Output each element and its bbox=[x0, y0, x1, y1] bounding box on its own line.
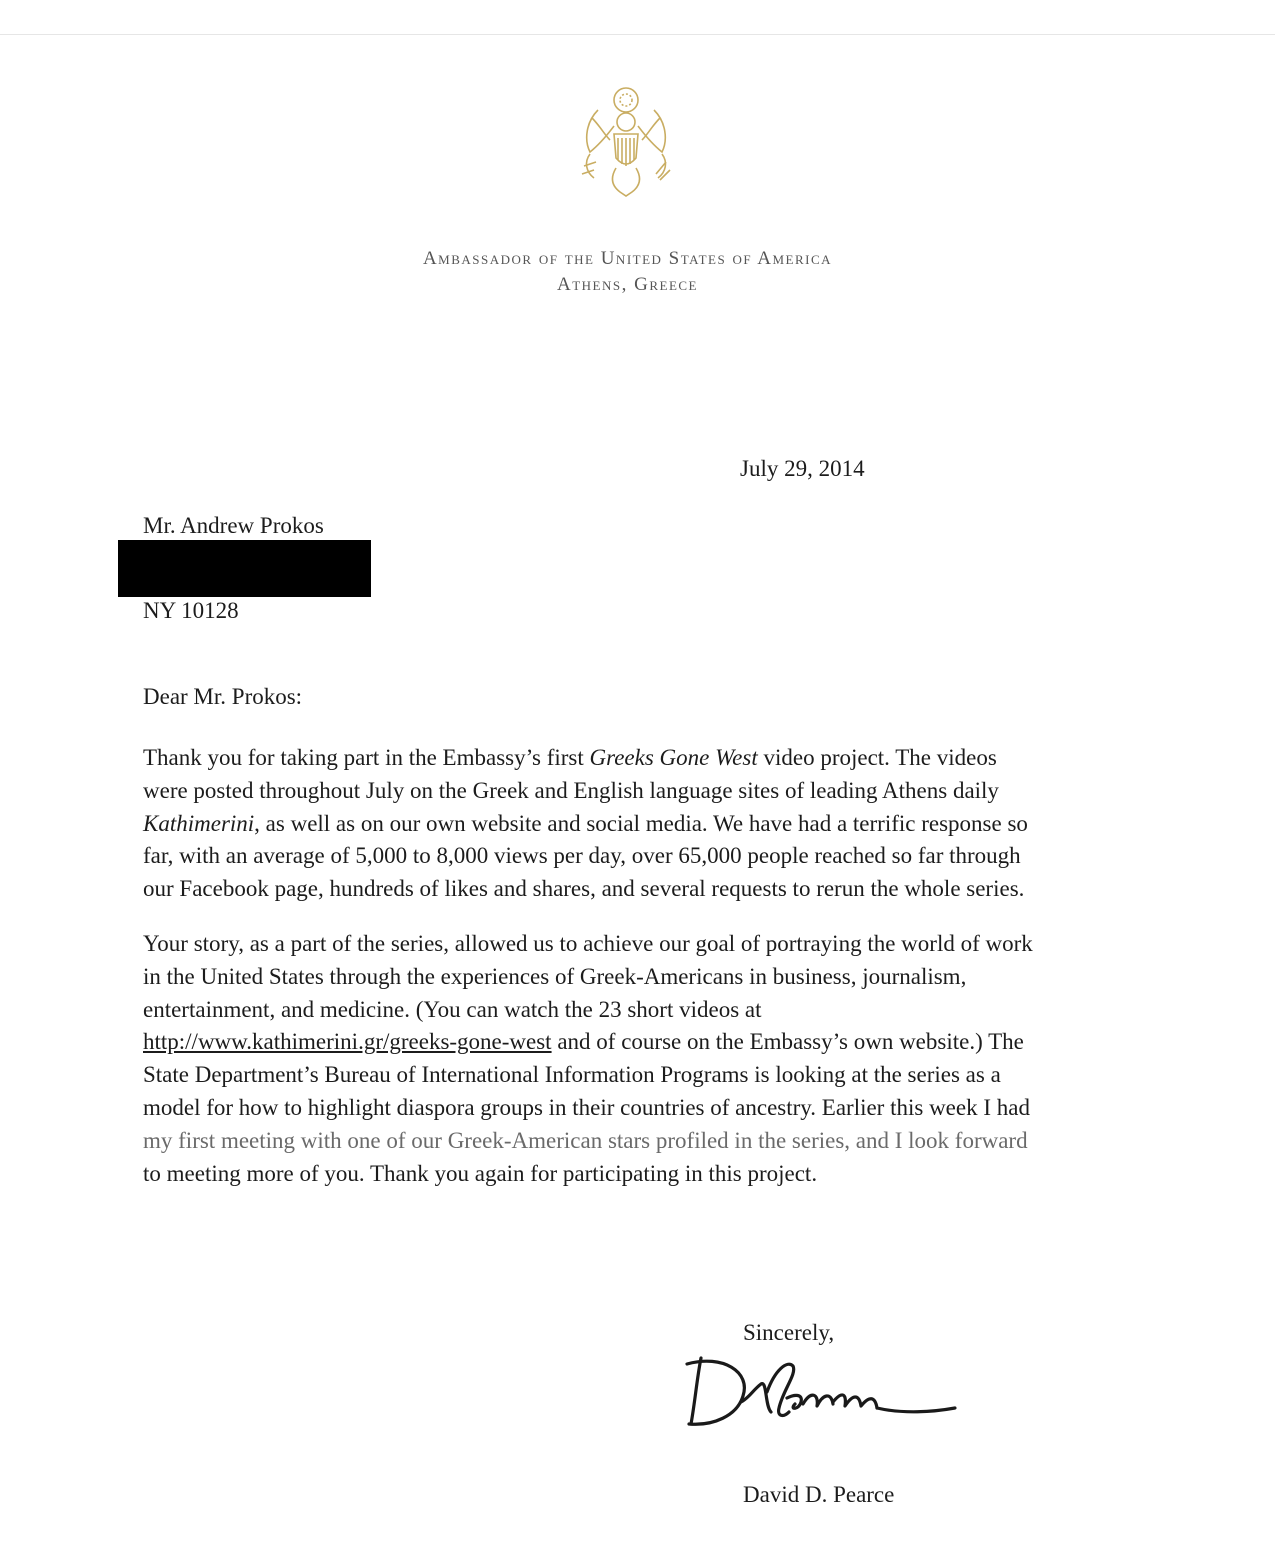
newspaper-name-italic: Kathimerini bbox=[143, 810, 255, 836]
paragraph-line bbox=[143, 742, 1133, 775]
paragraph-line: Your story, as a part of the series, allowed us to achieve our goal of portraying the world of work bbox=[143, 931, 1033, 956]
project-title-italic: Greeks Gone West bbox=[589, 745, 758, 770]
body-paragraph-1 bbox=[143, 742, 1133, 906]
paragraph-line bbox=[143, 808, 1133, 841]
paragraph-line: to meeting more of you. Thank you again for participating in this project. bbox=[143, 1160, 818, 1186]
paragraph-line: model for how to highlight diaspora groups in their countries of ancestry. Earlier this week I had bbox=[143, 1094, 1030, 1120]
closing: Sincerely, bbox=[743, 1320, 835, 1345]
letterhead-title: Ambassador of the United States of America bbox=[422, 248, 833, 269]
salutation: Dear Mr. Prokos: bbox=[143, 684, 303, 709]
text-run: , as well as on our own website and social media. We have had a terrific response so bbox=[254, 810, 1028, 836]
paragraph-line: our Facebook page, hundreds of likes and shares, and several requests to rerun the whole series. bbox=[143, 876, 1025, 902]
text-run: Thank you for taking part in the Embassy’s first bbox=[143, 745, 590, 770]
paragraph-line bbox=[143, 1026, 1133, 1059]
paragraph-line: in the United States through the experiences of Greek-Americans in business, journalism, bbox=[143, 963, 967, 989]
body-paragraph-2 bbox=[143, 928, 1133, 1190]
redacted-address-block bbox=[118, 540, 371, 597]
letterhead-location: Athens, Greece bbox=[557, 274, 698, 295]
paragraph-line: far, with an average of 5,000 to 8,000 views per day, over 65,000 people reached so far through bbox=[143, 843, 1021, 869]
text-run: video project. The videos bbox=[757, 745, 997, 770]
video-series-link[interactable]: http://www.kathimerini.gr/greeks-gone-west bbox=[143, 1029, 552, 1055]
signer-name: David D. Pearce bbox=[743, 1482, 895, 1507]
scan-edge-line bbox=[0, 34, 1275, 35]
recipient-name: Mr. Andrew Prokos bbox=[143, 513, 324, 538]
handwritten-signature bbox=[683, 1350, 963, 1432]
paragraph-line: my first meeting with one of our Greek-American stars profiled in the series, and I look forward bbox=[143, 1127, 1028, 1153]
paragraph-line: entertainment, and medicine. (You can watch the 23 short videos at bbox=[143, 996, 762, 1022]
paragraph-line: were posted throughout July on the Greek and English language sites of leading Athens daily bbox=[143, 777, 999, 803]
great-seal-icon bbox=[570, 82, 682, 198]
paragraph-line: State Department’s Bureau of International Information Programs is looking at the series as a bbox=[143, 1062, 1001, 1088]
text-run: and of course on the Embassy’s own website.) The bbox=[551, 1029, 1024, 1055]
recipient-zip-line: NY 10128 bbox=[143, 598, 239, 623]
letter-date: July 29, 2014 bbox=[740, 456, 865, 481]
